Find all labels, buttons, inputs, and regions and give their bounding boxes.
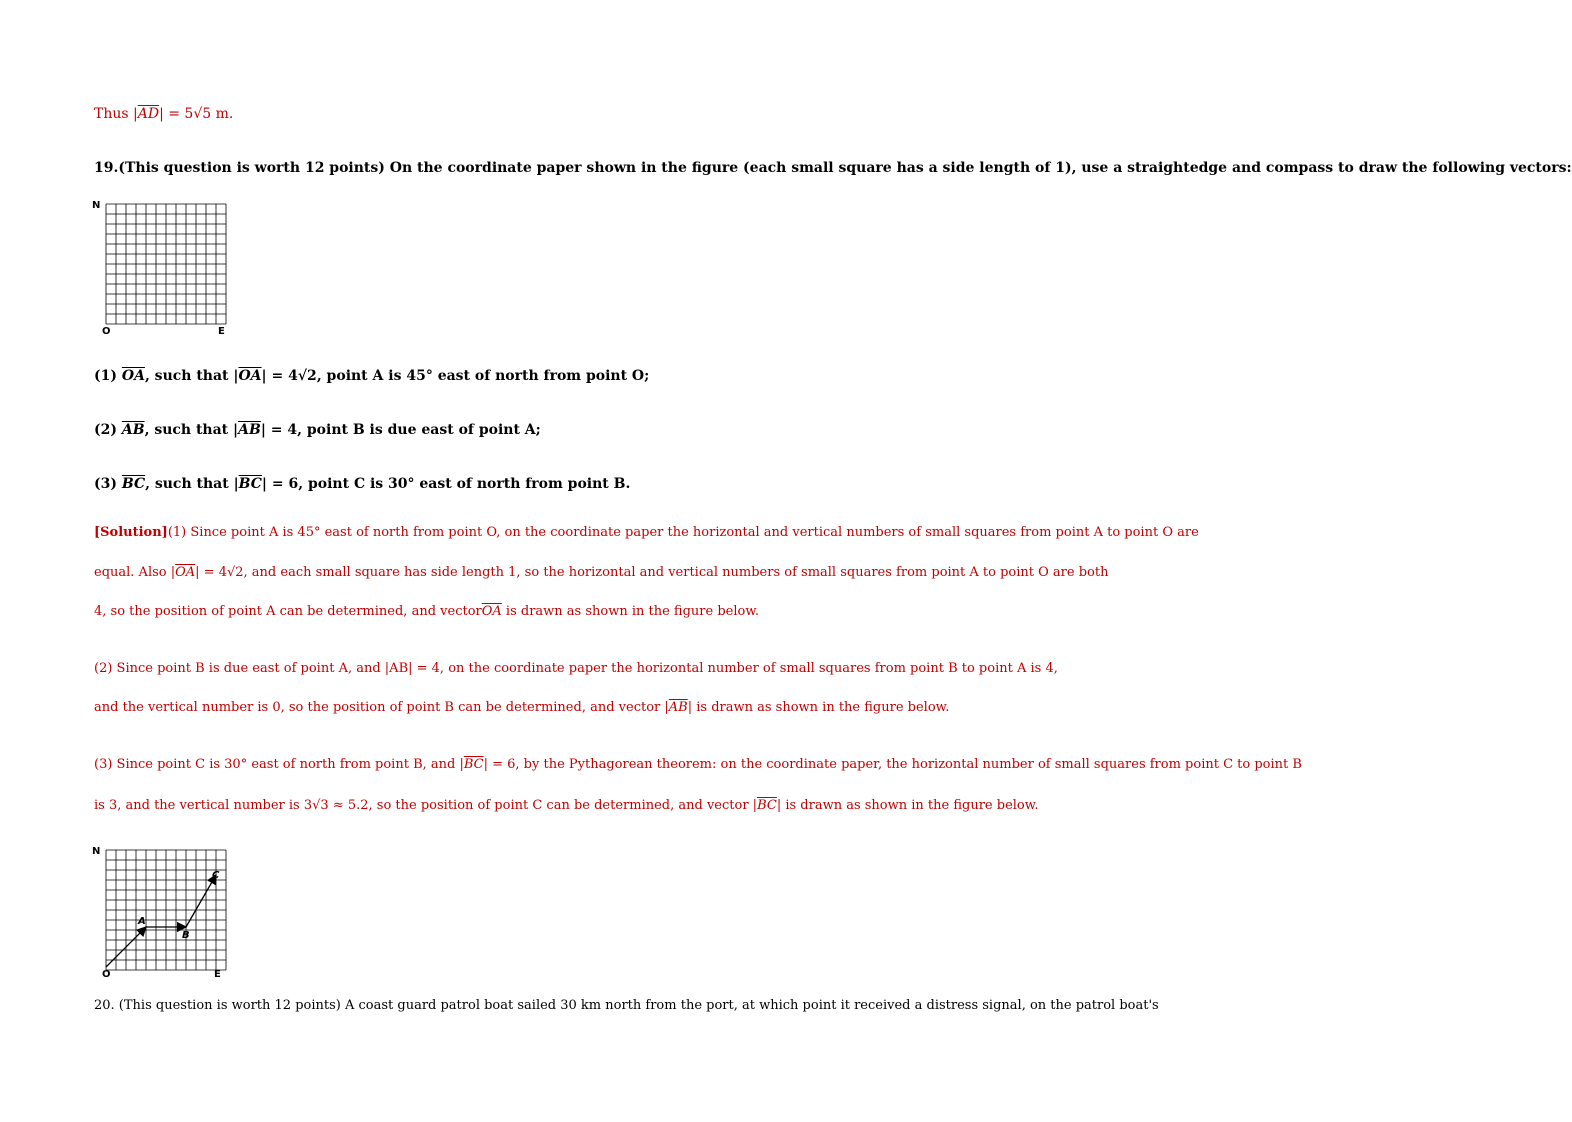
part-3-text-b: | = 6, point C is 30° east of north from point B. — [261, 476, 631, 492]
vector-oa-solution: $\overline{OA}$ — [175, 565, 196, 580]
part-2-number: (2) — [94, 422, 117, 438]
grid-lines — [106, 204, 226, 324]
coordinate-grid-vectors — [90, 842, 240, 982]
east-label: E — [218, 326, 225, 337]
origin-label: O — [102, 326, 111, 337]
part-3-text-a: , such that | — [145, 476, 239, 492]
part-1-text-b: | = 4 — [261, 368, 298, 384]
sqrt-2-solution: √2 — [226, 565, 244, 580]
solution-line-3 — [94, 602, 759, 622]
solution-2-line-1: (2) Since point B is due east of point A, and |AB| = 4, on the coordinate paper the horizontal number of small squares from point B to point A is 4, — [94, 661, 1058, 676]
solution-3-line-1b: | = 6, by the Pythagorean theorem: on the coordinate paper, the horizontal number of small squares from point C to point B — [483, 757, 1302, 772]
vector-oa: $\overline{OA}$ — [121, 368, 145, 384]
solution-3-line-2b: ≈ 5.2, so the position of point C can be determined, and vector | — [328, 798, 758, 813]
solution-1-line-2a: equal. Also | — [94, 565, 176, 580]
vector-ab-solution: $\overline{AB}$ — [668, 700, 688, 715]
sqrt-2: √2 — [297, 368, 317, 384]
part-3-number: (3) — [94, 476, 117, 492]
solution-line-6 — [94, 755, 1302, 775]
vector-ab: $\overline{AB}$ — [121, 422, 145, 438]
answer-prefix: Thus | — [94, 106, 138, 122]
north-label: N — [92, 200, 101, 211]
solution-1-line-3a: 4, so the position of point A can be determined, and vector — [94, 604, 482, 619]
question-20-text: 20. (This question is worth 12 points) A coast guard patrol boat sailed 30 km north from the port, at which point it received a distress signal, on the patrol boat's — [94, 998, 1159, 1013]
north-label: N — [92, 846, 101, 857]
point-a-label: A — [138, 916, 146, 927]
solution-2-line-2b: | is drawn as shown in the figure below. — [687, 700, 950, 715]
part-1 — [94, 366, 649, 386]
vector-oa-abs: $\overline{OA}$ — [238, 368, 262, 384]
part-1-number: (1) — [94, 368, 117, 384]
solution-line-5 — [94, 698, 949, 718]
solution-line-1 — [94, 523, 1199, 543]
solution-line-2 — [94, 563, 1108, 583]
solution-line-7 — [94, 796, 1038, 816]
sqrt-3: √3 — [312, 798, 329, 813]
part-1-text-a: , such that | — [144, 368, 239, 384]
vector-bc-drawn: $\overline{BC}$ — [757, 798, 777, 813]
vector-bc: $\overline{BC}$ — [121, 476, 146, 492]
solution-3-line-2c: | is drawn as shown in the figure below. — [776, 798, 1039, 813]
solution-1-line-2c: , and each small square has side length 1, so the horizontal and vertical numbers of small squares from point A to point O are both — [243, 565, 1109, 580]
answer-mid: | = 5 — [159, 106, 194, 122]
solution-3-line-2a: is 3, and the vertical number is 3 — [94, 798, 313, 813]
part-2-text-b: | = 4, point B is due east of point A; — [260, 422, 541, 438]
answer-unit: m. — [211, 106, 234, 122]
solution-line-4 — [94, 659, 1058, 679]
solution-1-line-3b: is drawn as shown in the figure below. — [501, 604, 760, 619]
point-b-label: B — [182, 930, 190, 941]
solution-tag: [Solution] — [94, 525, 168, 540]
question-19-header — [94, 158, 1572, 178]
part-2-text-a: , such that | — [144, 422, 239, 438]
point-c-label: C — [212, 870, 220, 881]
vector-bc-arrow — [186, 875, 216, 927]
solution-3-line-1a: (3) Since point C is 30° east of north from point B, and | — [94, 757, 464, 772]
question-text: (This question is worth 12 points) On the coordinate paper shown in the figure (each small square has a side length of 1), use a straightedge and compass to draw the following vectors: — [118, 160, 1572, 176]
part-3 — [94, 474, 630, 494]
solution-1-line-2b: | = 4 — [195, 565, 227, 580]
east-label: E — [214, 969, 221, 980]
vector-oa-drawn: $\overline{OA}$ — [481, 604, 502, 619]
sqrt-5: √5 — [193, 106, 212, 122]
part-1-text-c: , point A is 45° east of north from point O; — [316, 368, 650, 384]
origin-label: O — [102, 969, 111, 980]
solution-1-line-1: (1) Since point A is 45° east of north from point O, on the coordinate paper the horizontal and vertical numbers of small squares from point A to point O are — [167, 525, 1199, 540]
vector-ad: $\overline{AD}$ — [137, 106, 160, 122]
question-number: 19. — [94, 160, 119, 176]
previous-answer-line — [94, 104, 233, 124]
vector-bc-solution: $\overline{BC}$ — [463, 757, 484, 772]
coordinate-grid-empty — [90, 196, 240, 341]
grid-lines — [106, 850, 226, 970]
vector-bc-abs: $\overline{BC}$ — [238, 476, 262, 492]
vector-ab-abs: $\overline{AB}$ — [238, 422, 261, 438]
part-2 — [94, 420, 541, 440]
solution-2-line-2a: and the vertical number is 0, so the position of point B can be determined, and vector | — [94, 700, 669, 715]
question-20 — [94, 996, 1159, 1016]
